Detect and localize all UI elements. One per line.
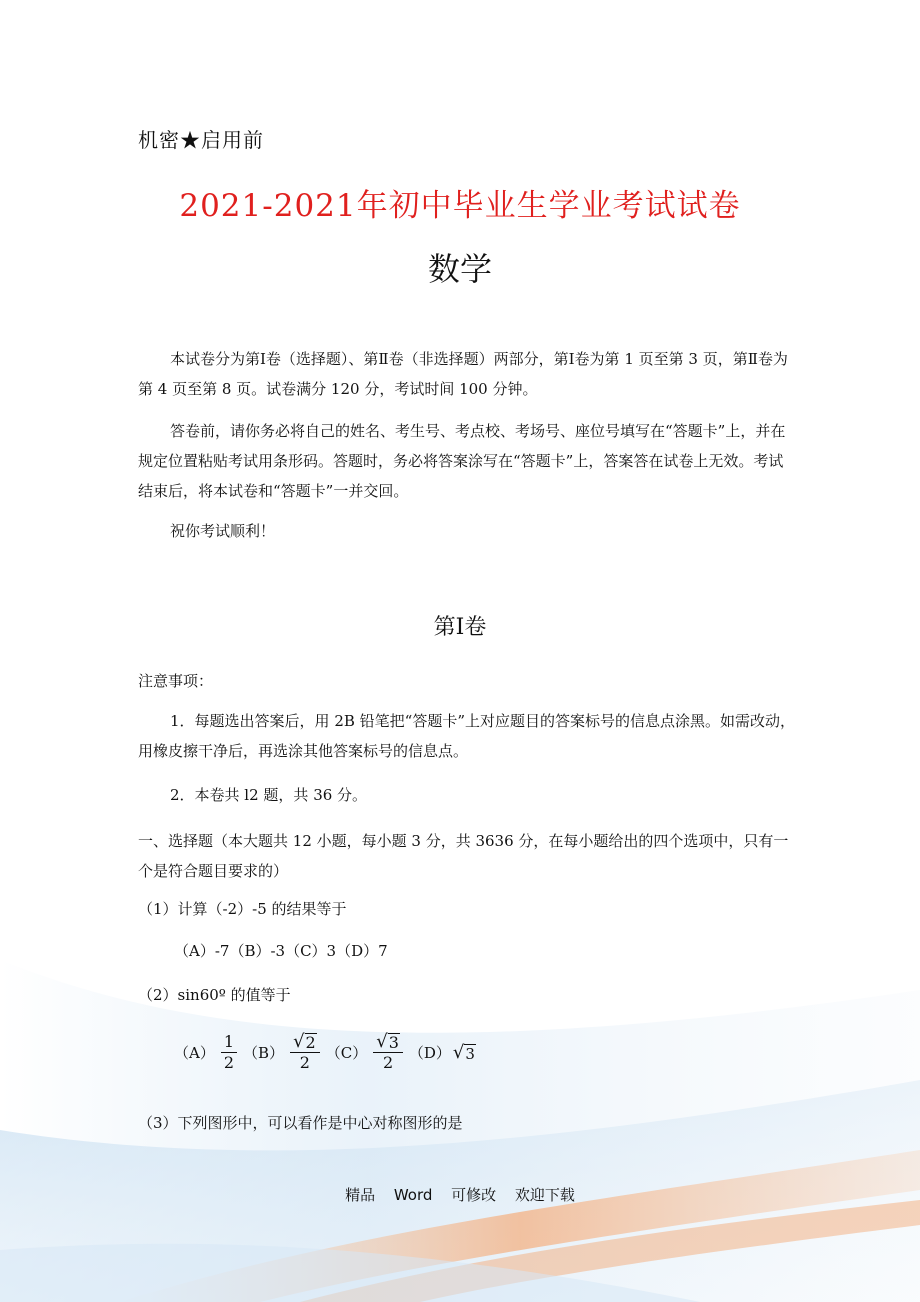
option-b-label: （B） bbox=[243, 1044, 285, 1062]
subject-title: 数学 bbox=[427, 250, 492, 288]
option-b-radicand: 2 bbox=[305, 1033, 316, 1052]
sqrt-symbol: √ 2 bbox=[293, 1031, 316, 1052]
option-b-denominator: 2 bbox=[299, 1053, 310, 1072]
option-b-numerator bbox=[290, 1032, 320, 1053]
notice-label: 注意事项： bbox=[138, 672, 214, 690]
confidential-label: 机密★启用前 bbox=[138, 128, 264, 152]
intro-paragraph-2-text: 答卷前，请你务必将自己的姓名、考生号、考点校、考场号、座位号填写在“答题卡”上，并在规定位置粘贴考试用条形码。答题时，务必将答案涂写在“答题卡”上，答案答在试卷上无效。考试结束后，将本试卷和“答题卡”一并交回。 bbox=[138, 422, 786, 500]
option-d-label: （D） bbox=[408, 1044, 451, 1062]
intro-paragraph-2 bbox=[138, 416, 788, 506]
question-2: （2）sin60º 的值等于 bbox=[138, 986, 291, 1004]
question-1: （1）计算（-2）-5 的结果等于 bbox=[138, 900, 347, 918]
question-2-options bbox=[174, 1032, 476, 1073]
notice-item-1 bbox=[138, 706, 798, 766]
option-d-radicand: 3 bbox=[465, 1044, 475, 1063]
option-c-numerator bbox=[373, 1032, 403, 1053]
exam-title: 2021-2021年初中毕业生学业考试试卷 bbox=[179, 188, 741, 224]
option-c-denominator: 2 bbox=[382, 1053, 394, 1072]
footer-text: 精品 Word 可修改 欢迎下载 bbox=[345, 1186, 575, 1204]
question-3: （3）下列图形中，可以看作是中心对称图形的是 bbox=[138, 1114, 463, 1132]
part-heading: 一、选择题（本大题共 12 小题，每小题 3 分，共 3636 分，在每小题给出的四个选项中，只有一个是符合题目要求的） bbox=[138, 832, 789, 880]
option-a-numerator: 1 bbox=[221, 1032, 237, 1053]
option-a-denominator: 2 bbox=[223, 1053, 235, 1072]
intro-paragraph-1-text: 本试卷分为第Ⅰ卷（选择题）、第Ⅱ卷（非选择题）两部分，第Ⅰ卷为第 1 页至第 3 页，第Ⅱ卷为第 4 页至第 8 页。试卷满分 120 分，考试时间 100 分钟。 bbox=[138, 350, 788, 398]
intro-paragraph-1 bbox=[138, 344, 788, 404]
option-c-label: （C） bbox=[325, 1044, 368, 1062]
option-c-fraction bbox=[373, 1032, 403, 1073]
notice-item-1-text: 1．每题选出答案后，用 2B 铅笔把“答题卡”上对应题目的答案标号的信息点涂黑。如需改动，用橡皮擦干净后，再选涂其他答案标号的信息点。 bbox=[138, 712, 795, 760]
option-a-label: （A） bbox=[174, 1044, 215, 1062]
intro-paragraph-3 bbox=[138, 516, 788, 546]
good-luck-text: 祝你考试顺利！ bbox=[170, 522, 276, 540]
sqrt-symbol: √ 3 bbox=[376, 1031, 399, 1052]
option-d-sqrt: √ 3 bbox=[452, 1041, 475, 1063]
option-a-fraction bbox=[221, 1032, 237, 1073]
option-b-fraction bbox=[290, 1032, 320, 1073]
question-1-options: （A）-7（B）-3（C）3（D）7 bbox=[174, 942, 388, 960]
notice-item-2: 2．本卷共 l2 题，共 36 分。 bbox=[170, 786, 368, 804]
option-c-radicand: 3 bbox=[388, 1033, 399, 1052]
section-title: 第Ⅰ卷 bbox=[433, 615, 487, 640]
